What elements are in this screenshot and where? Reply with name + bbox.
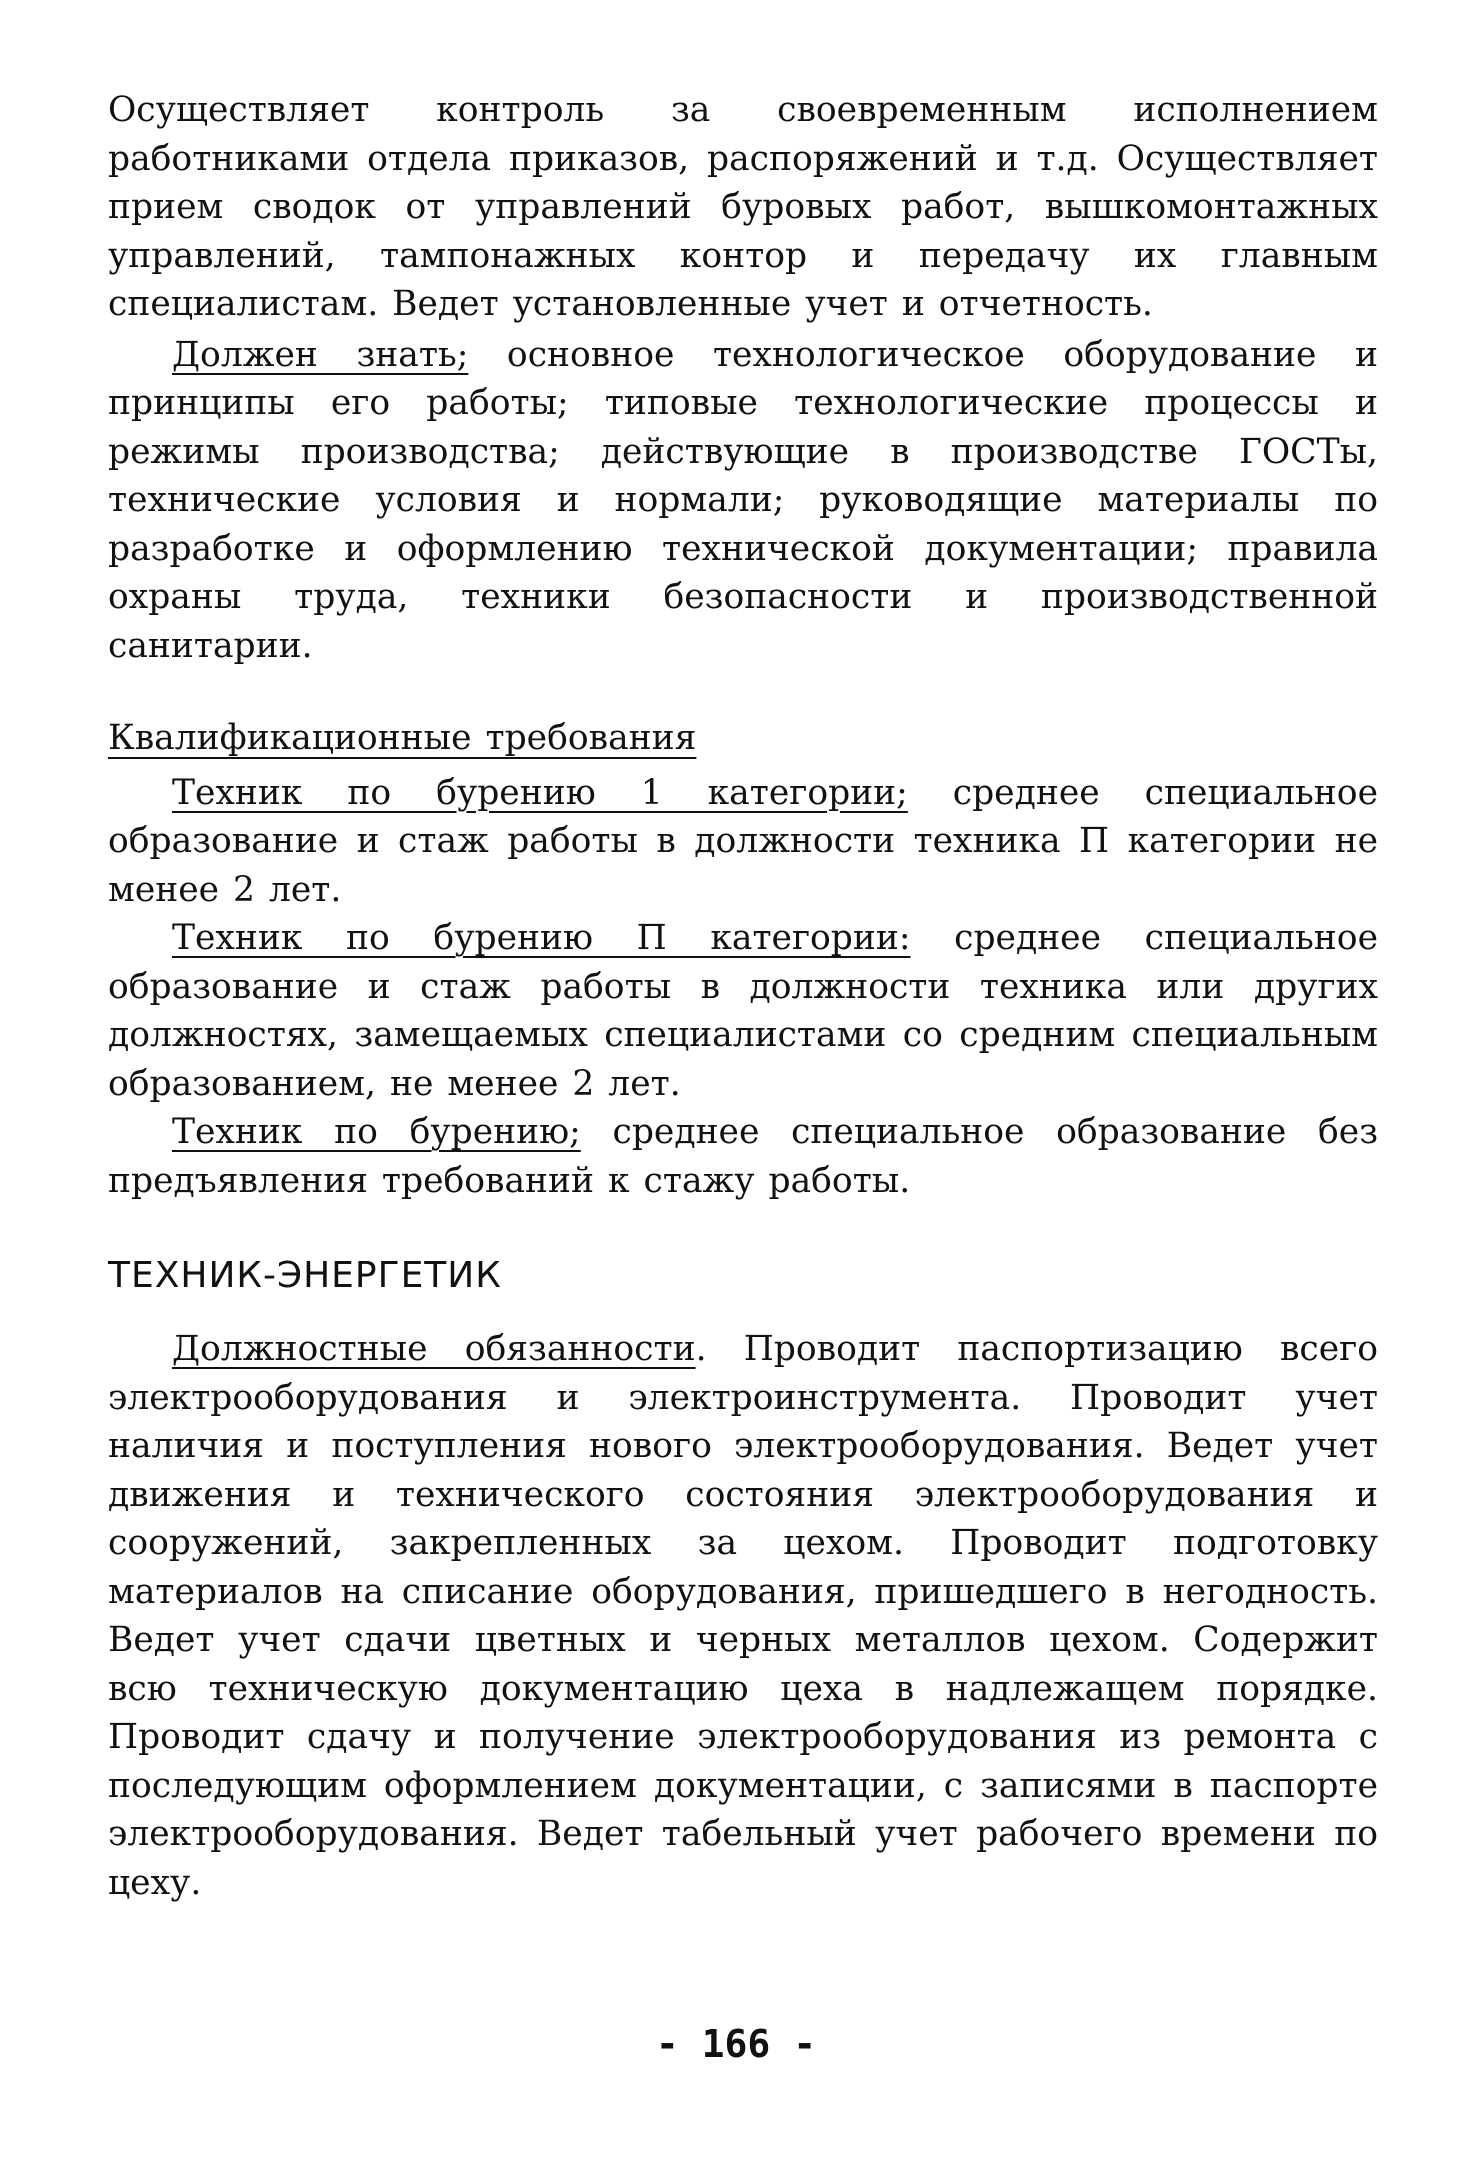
paragraph-control-duties: Осуществляет контроль за своевременным исполнением работниками отдела приказов, распоряжений и т.д. Осуществляет прием сводок от управлений буровых работ, вышкомонтажных управлений, тампонажных контор и передачу их главным специалистам. Ведет установленные учет и отчетность. xyxy=(108,90,1378,324)
job-duties-label: Должностные обязанности xyxy=(172,1329,696,1369)
page-content xyxy=(108,86,1378,1907)
section-title: ТЕХНИК-ЭНЕРГЕТИК xyxy=(108,1255,502,1296)
qualification-text: среднее специальное образование и стаж работы в должности техника или других должностях, замещаемых специалистами со средним специальным образованием, не менее 2 лет. xyxy=(108,918,1378,1104)
paragraph-job-duties xyxy=(108,1325,1378,1907)
must-know-label: Должен знать; xyxy=(172,334,469,375)
job-duties-text: . Проводит паспортизацию всего электрооборудования и электроинструмента. Проводит учет наличия и поступления нового электрооборудования. Ведет учет движения и технического состояния электрооборудования и сооружений, закрепленных за цехом. Проводит подготовку материалов на списание оборудования, пришедшего в негодность. Ведет учет сдачи цветных и черных металлов цехом. Содержит всю техническую документацию цеха в надлежащем порядке. Проводит сдачу и получение электрооборудования из ремонта с последующим оформлением документации, с записями в паспорте электрооборудования. Ведет табельный учет рабочего времени по цеху. xyxy=(108,1329,1378,1903)
qualification-text: среднее специальное образование и стаж работы в должности техника П категории не менее 2 лет. xyxy=(108,772,1378,910)
page-number: - 166 - xyxy=(655,2022,817,2066)
must-know-text: основное технологическое оборудование и принципы его работы; типовые технологические процессы и режимы производства; действующие в производстве ГОСТы, технические условия и нормали; руководящие материалы по разработке и оформлению технической документации; правила охраны труда, техники безопасности и производственной санитарии. xyxy=(108,334,1378,666)
qualification-label: Техник по бурению П категории: xyxy=(172,918,911,958)
qualification-label: Техник по бурению; xyxy=(172,1112,581,1152)
qualification-item xyxy=(108,914,1378,1108)
qualifications-heading: Квалификационные требования xyxy=(108,718,697,758)
paragraph-must-know xyxy=(108,331,1378,671)
qualification-label: Техник по бурению 1 категории; xyxy=(172,772,908,813)
qualification-text: среднее специальное образование без предъявления требований к стажу работы. xyxy=(108,1112,1379,1201)
qualification-item xyxy=(108,769,1378,915)
qualification-item xyxy=(108,1108,1378,1205)
